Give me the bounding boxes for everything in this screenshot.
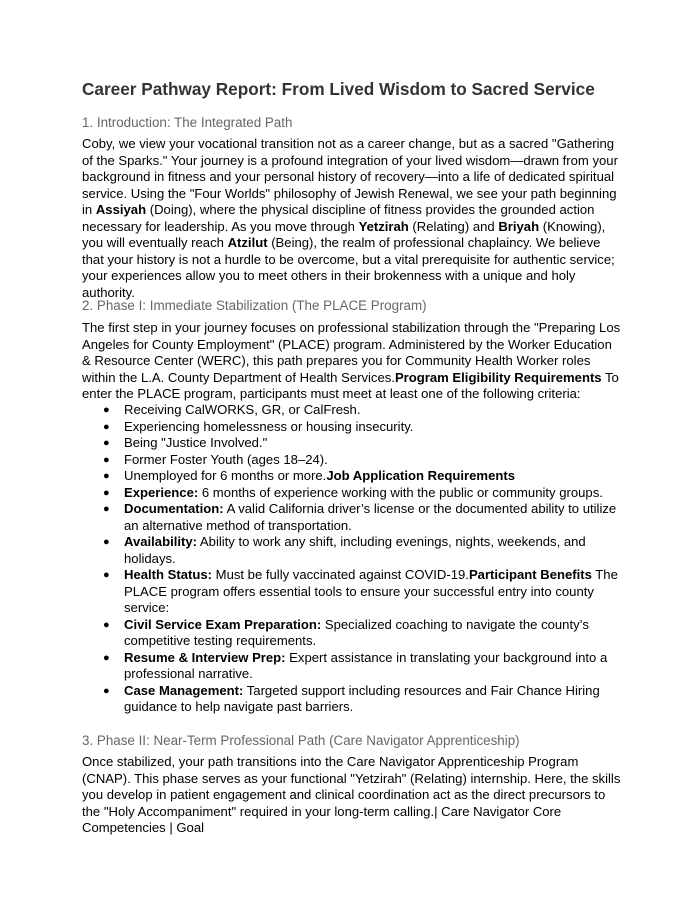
list-item: ● Experience: 6 months of experience working with the public or community groups. xyxy=(103,484,603,500)
list-item: ● Case Management: Targeted support including resources and Fair Chance Hiring guidance to help navigate past barriers. xyxy=(103,682,600,714)
section-heading-phase-2: 3. Phase II: Near-Term Professional Path (Care Navigator Apprenticeship) xyxy=(82,733,520,748)
bullet-icon: ● xyxy=(103,569,110,581)
phase-1-bullet-list xyxy=(82,402,622,716)
bullet-icon: ● xyxy=(103,404,110,416)
list-item: ● Experiencing homelessness or housing insecurity. xyxy=(103,418,414,434)
term-atzilut: Atzilut xyxy=(227,235,268,250)
list-item: ● Documentation: A valid California driver’s license or the documented ability to utilize an alternative method of transportation. xyxy=(103,501,617,533)
job-application-heading: Job Application Requirements xyxy=(326,468,515,483)
list-item: ● Civil Service Exam Preparation: Specialized coaching to navigate the county’s competitive testing requirements. xyxy=(103,616,589,648)
section-heading-phase-1: 2. Phase I: Immediate Stabilization (The PLACE Program) xyxy=(82,298,427,313)
term-yetzirah: Yetzirah xyxy=(358,218,409,234)
bullet-icon: ● xyxy=(103,470,110,482)
bullet-icon: ● xyxy=(103,503,110,515)
bullet-icon: ● xyxy=(103,453,110,466)
list-item: ● Being "Justice Involved." xyxy=(103,435,268,450)
bullet-icon: ● xyxy=(103,684,110,697)
bullet-icon: ● xyxy=(103,651,110,664)
bullet-icon: ● xyxy=(103,420,110,433)
bullet-icon: ● xyxy=(103,437,110,449)
list-item: ● Former Foster Youth (ages 18–24). xyxy=(103,451,328,467)
term-assiyah: Assiyah xyxy=(95,202,147,217)
phase-1-paragraph: The first step in your journey focuses on professional stabilization through the "Preparing Los Angeles for County Employment" (PLACE) program. Administered by the Worker Education & Resource Center (WERC), this path prepares you for Community Health Worker roles within the L.A. County Department of Health Services.Program Eligibility Requirements To enter the PLACE program, participants must meet at least one of the following criteria: xyxy=(82,320,621,401)
eligibility-heading: Program Eligibility Requirements xyxy=(394,369,602,385)
list-item: ● Health Status: Must be fully vaccinated against COVID-19.Participant Benefits The PLACE program offers essential tools to ensure your successful entry into county service: xyxy=(103,567,618,615)
list-item: ● Availability: Ability to work any shift, including evenings, nights, weekends, and holidays. xyxy=(103,534,586,566)
participant-benefits-heading: Participant Benefits xyxy=(468,567,592,582)
list-item: ● Unemployed for 6 months or more.Job Application Requirements xyxy=(103,468,515,483)
list-item: ● Resume & Interview Prep: Expert assistance in translating your background into a professional narrative. xyxy=(103,649,608,681)
term-briyah: Briyah xyxy=(498,218,540,234)
bullet-icon: ● xyxy=(103,536,110,548)
introduction-paragraph: Coby, we view your vocational transition not as a career change, but as a sacred "Gathering of the Sparks." Your journey is a profound integration of your lived wisdom—drawn from your background in fitness and your personal history of recovery—into a life of dedicated spiritual service. Using the "Four Worlds" philosophy of Jewish Renewal, we see your path beginning in Assiyah (Doing), where the physical discipline of fitness provides the grounded action necessary for leadership. As you move through Yetzirah (Relating) and Briyah (Knowing), you will eventually reach Atzilut (Being), the realm of professional chaplaincy. We believe that your history is not a hurdle to be overcome, but a vital prerequisite for authentic service; your experiences allow you to meet others in their brokenness with a unique and holy authority. xyxy=(82,136,618,300)
list-item: ● Receiving CalWORKS, GR, or CalFresh. xyxy=(103,402,361,417)
document-title: Career Pathway Report: From Lived Wisdom to Sacred Service xyxy=(82,79,595,99)
bullet-icon: ● xyxy=(103,618,110,631)
section-heading-introduction: 1. Introduction: The Integrated Path xyxy=(82,115,293,130)
bullet-icon: ● xyxy=(103,486,110,499)
phase-2-paragraph: Once stabilized, your path transitions into the Care Navigator Apprenticeship Program (CNAP). This phase serves as your functional "Yetzirah" (Relating) internship. Here, the skills you develop in patient engagement and clinical coordination act as the direct precursors to the "Holy Accompaniment" required in your long-term calling.| Care Navigator Core Competencies | Goal xyxy=(82,754,621,835)
